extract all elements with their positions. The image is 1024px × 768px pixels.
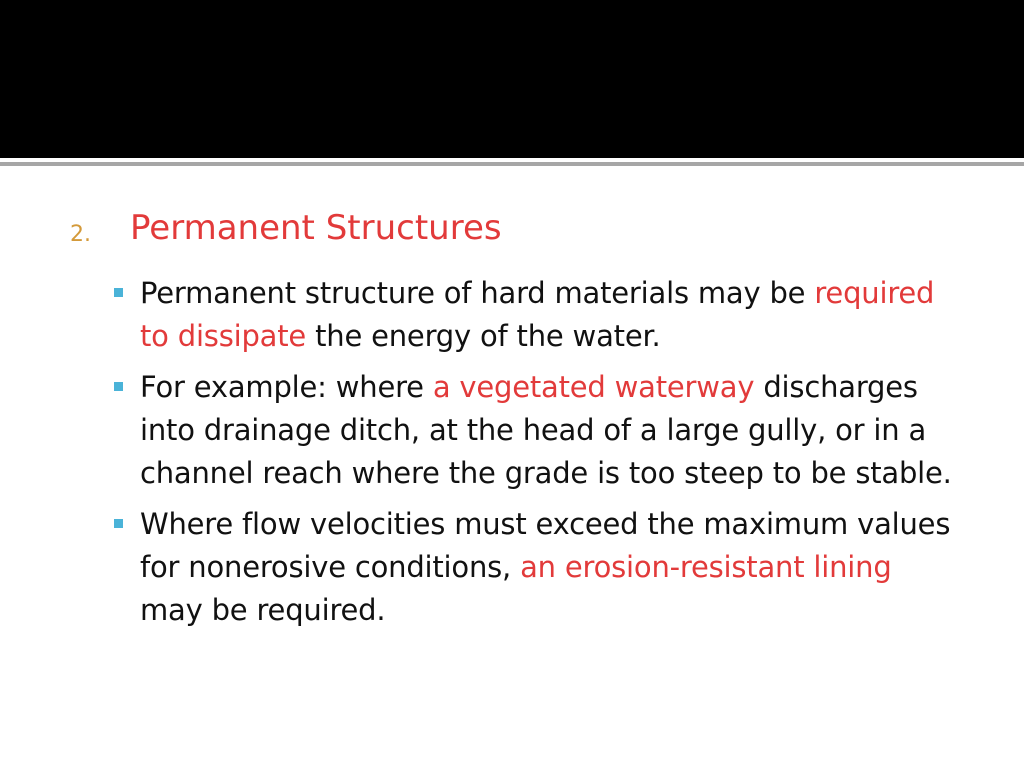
highlighted-phrase: required to dissipate: [140, 276, 935, 353]
slide-content: [70, 208, 970, 640]
title-band: [0, 0, 1024, 158]
bullet-text: the energy of the water.: [306, 319, 661, 353]
heading-number: 2.: [70, 222, 91, 247]
bullet-text: Where flow velocities must exceed the maximum values for nonerosive conditions,: [140, 507, 951, 584]
title-divider: [0, 162, 1024, 166]
bullet-text: discharges into drainage ditch, at the head of a large gully, or in a channel reach where the grade is too steep to be stable.: [140, 370, 952, 490]
bullet-item-flow-velocities: [70, 503, 960, 632]
bullet-list: [70, 272, 970, 632]
square-bullet-icon: [114, 519, 123, 528]
highlighted-phrase: an erosion-resistant lining: [520, 550, 892, 584]
bullet-text: For example: where: [140, 370, 433, 404]
highlighted-phrase: a vegetated waterway: [432, 370, 755, 404]
bullet-text: Permanent structure of hard materials may be: [140, 276, 815, 310]
section-heading: [70, 208, 970, 260]
bullet-item-example: [70, 366, 960, 495]
square-bullet-icon: [114, 382, 123, 391]
bullet-item-hard-materials: [70, 272, 960, 358]
heading-text: Permanent Structures: [130, 208, 502, 248]
square-bullet-icon: [114, 288, 123, 297]
bullet-text: may be required.: [140, 593, 386, 627]
